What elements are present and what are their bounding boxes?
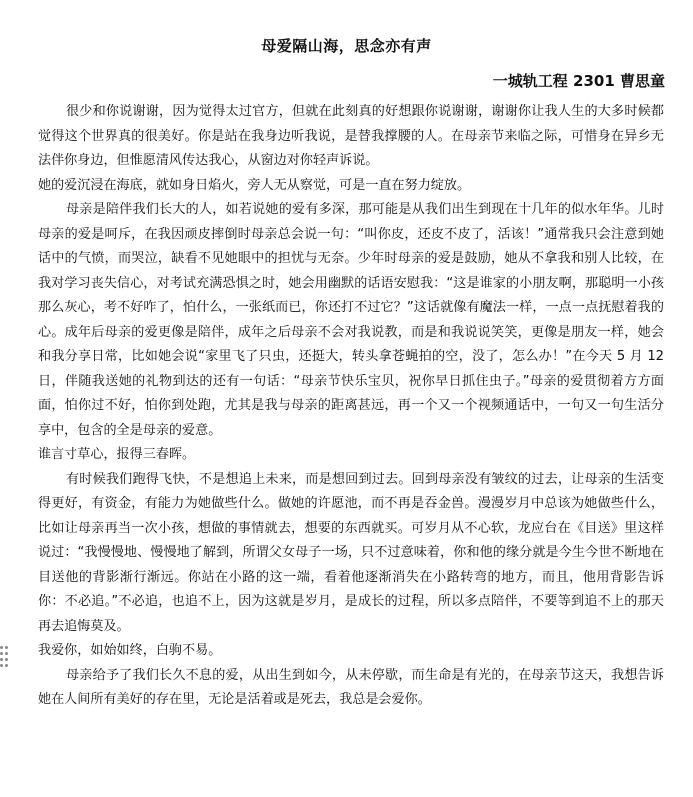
drag-dot bbox=[0, 658, 3, 661]
paragraph-6: 我爱你，如始如终，白驹不易。 bbox=[38, 643, 222, 658]
drag-dot bbox=[5, 652, 8, 655]
paragraph-7: 母亲给予了我们长久不息的爱，从出生到如今，从未停歇，而生命是有光的，在母亲节这天，我想告诉她在人间所有美好的存在里，无论是活着或是死去，我总是会爱你。 bbox=[38, 667, 664, 707]
drag-dot bbox=[0, 664, 3, 667]
document-author: 一城轨工程 2301 曹思童 bbox=[492, 72, 665, 90]
paragraph-1: 很少和你说谢谢，因为觉得太过官方，但就在此刻真的好想跟你说谢谢，谢谢你让我人生的大多时候都觉得这个世界真的很美好。你是站在我身边听我说，是替我撑腰的人。在母亲节来临之际，可惜身在异乡无法伴你身边，但惟愿清风传达我心，从窗边对你轻声诉说。 bbox=[38, 104, 664, 168]
document-body bbox=[38, 100, 664, 713]
paragraph-2: 她的爱沉浸在海底，就如身日焰火，旁人无从察觉，可是一直在努力绽放。 bbox=[38, 177, 471, 193]
paragraph-5: 有时候我们跑得飞快，不是想追上未来，而是想回到过去。回到母亲没有皱纹的过去，让母亲的生活变得更好，有资金，有能力为她做些什么。做她的许愿池，而不再是吞金兽。漫漫岁月中总该为她做些什么，比如让母亲再当一次小孩，想做的事情就去，想要的东西就买。可岁月从不心软，龙应台在《目送》里这样说过：“我慢慢地、慢慢地了解到，所谓父女母子一场，只不过意味着，你和他的缘分就是今生今世不断地在目送他的背影渐行渐远。你站在小路的这一端，看着他逐渐消失在小路转弯的地方，而且，他用背影告诉你：不必追。”不必追，也追不上，因为这就是岁月，是成长的过程，所以多点陪伴，不要等到追不上的那天再去追悔莫及。 bbox=[38, 471, 664, 634]
paragraph-3: 母亲是陪伴我们长大的人，如若说她的爱有多深，那可能是从我们出生到现在十几年的似水年华。儿时母亲的爱是呵斥，在我因顽皮摔倒时母亲总会说一句：“叫你皮，还皮不皮了，活该！”通常我只会注意到她话中的气愤，而哭泣，缺看不见她眼中的担忧与无奈。少年时母亲的爱是鼓励，她从不拿我和别人比较，在我对学习丧失信心，对考试充满恐惧之时，她会用幽默的话语安慰我：“这是谁家的小朋友啊，那聪明一小孩那么灰心，考不好咋了，怕什么，一张纸而已，你还打不过它？”这话就像有魔法一样，一点一点抚慰着我的心。成年后母亲的爱更像是陪伴，成年之后母亲不会对我说教，而是和我说说笑笑，更像是朋友一样，她会和我分享日常，比如她会说“家里飞了只虫，还挺大，转头拿苍蝇拍的空，没了，怎么办！”在今天 5 月 12 日，伴随我送她的礼物到达的还有一句话：“母亲节快乐宝贝，祝你早日抓住虫子。”母亲的爱贯彻着方方面面，怕你过不好，怕你到处跑，尤其是我与母亲的距离甚远，再一个又一个视频通话中，一句又一句生活分享中，包含的全是母亲的爱意。 bbox=[38, 202, 664, 438]
drag-dot bbox=[5, 658, 8, 661]
document-title: 母爱隔山海，思念亦有声 bbox=[261, 37, 432, 55]
drag-dot bbox=[0, 652, 3, 655]
paragraph-4: 谁言寸草心，报得三春晖。 bbox=[38, 447, 196, 462]
drag-dot bbox=[5, 664, 8, 667]
drag-dot bbox=[0, 646, 3, 649]
drag-dot bbox=[5, 646, 8, 649]
drag-handle-icon[interactable] bbox=[0, 646, 8, 668]
